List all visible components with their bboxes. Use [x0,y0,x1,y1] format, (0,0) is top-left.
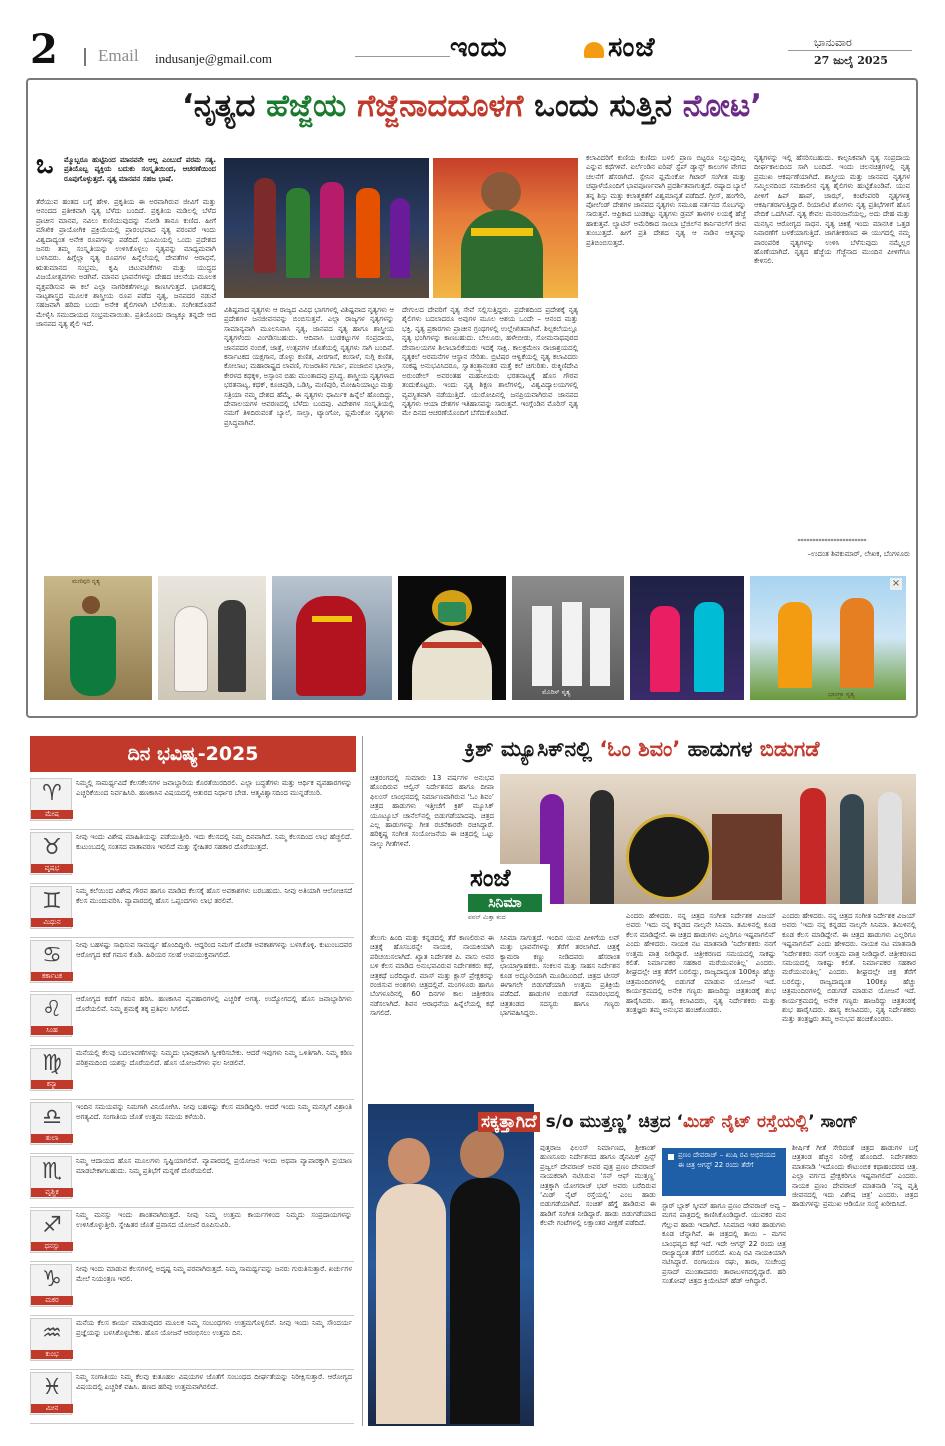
horoscope-row [30,1262,354,1316]
zodiac-sign-icon: ♌ [42,997,62,1022]
zodiac-badge [30,1264,72,1307]
zodiac-sign-name: ಸಿಂಹ [31,1026,73,1035]
photo-couple-promo [368,1104,534,1426]
zodiac-badge [30,940,72,983]
om-shivam-column-2: ಸಿನಿಮಾ ಸಾಗುತ್ತದೆ. ಇಂದಿನ ಯುವ ಪೀಳಿಗೆಯ ಲವ್ ಮತ್ತು ಭಾವನೆಗಳನ್ನು ತೆರೆಗೆ ತರಲಾಗಿದೆ. ಚಿತ್ರಕ್ಕೆ ಕ್ಯಾಮರಾ ಕಣ್ಣು ನೀಡಿದವರು ಹೆಸರಾಂತ ಛಾಯಾಗ್ರಾಹಕರು. ಸಂಕಲನ ಮತ್ತು ಸಾಹಸ ನಿರ್ದೇಶನ ಕೂಡ ಅದ್ಧೂರಿಯಾಗಿ ಮೂಡಿಬಂದಿದೆ. ಚಿತ್ರದ ಟೀಸರ್ ಈಗಾಗಲೇ ಬಿಡುಗಡೆಯಾಗಿ ಉತ್ತಮ ಪ್ರತಿಕ್ರಿಯೆ ಪಡೆದಿದೆ. ಹಾಡುಗಳ ಬಿಡುಗಡೆ ಸಮಾರಂಭದಲ್ಲಿ ಚಿತ್ರತಂಡದ ಸದಸ್ಯರು ಹಾಗೂ ಗಣ್ಯರು ಭಾಗವಹಿಸಿದ್ದರು. [500,934,620,1018]
zodiac-sign-name: ಕನ್ಯಾ [31,1080,73,1089]
zodiac-sign-name: ಧನಸ್ಸು [31,1242,73,1251]
zodiac-sign-icon: ♍ [42,1051,62,1076]
feature-column-2: ವಿಶಿಷ್ಟವಾದ ನೃತ್ಯಗಳು ಆ ರಾಜ್ಯದ ವಿವಿಧ ಭಾಗಗಳಲ್ಲಿ ವಿಶಿಷ್ಟವಾದ ನೃತ್ಯಗಳು ಆ ಪ್ರದೇಶಗಳ ಜನಜೀವನವನ್ನು ಬಿಂಬಿಸುತ್ತವೆ. ಎಲ್ಲಾ ರಾಜ್ಯಗಳ ನೃತ್ಯಗಳನ್ನು ಸಾಮಾನ್ಯವಾಗಿ ಮೂಲನಿವಾಸಿ ನೃತ್ಯ, ಜಾನಪದ ನೃತ್ಯ ಹಾಗೂ ಶಾಸ್ತ್ರೀಯ ನೃತ್ಯಗಳೆಂದು ವಿಂಗಡಿಸಬಹುದು. ಆದಿವಾಸಿ ಬುಡಕಟ್ಟುಗಳ ಸಂಪ್ರದಾಯ, ಜಾನಪದರ ನಂಬಿಕೆ, ಜಾತ್ರೆ, ಉತ್ಸವಗಳ ಜೊತೆಯಲ್ಲಿ ನೃತ್ಯಗಳು ಸಾಗಿ ಬಂದಿವೆ. ಕರ್ನಾಟಕದ ಯಕ್ಷಗಾನ, ಡೊಳ್ಳು ಕುಣಿತ, ವೀರಗಾಸೆ, ಕಂಸಾಳೆ, ಸುಗ್ಗಿ ಕುಣಿತ, ಕೋಲಾಟ; ಮಹಾರಾಷ್ಟ್ರದ ಲಾವಣಿ, ಗುಜರಾತಿನ ಗರ್ಬಾ, ಪಂಜಾಬಿನ ಭಾಂಗ್ರಾ, ಕೇರಳದ ಕಥಕ್ಕಳಿ, ಅಸ್ಸಾಂನ ಬಿಹು ಮುಂತಾದವು ಪ್ರಸಿದ್ಧ. ಶಾಸ್ತ್ರೀಯ ನೃತ್ಯಗಳಾದ ಭರತನಾಟ್ಯ, ಕಥಕ್, ಕೂಚಿಪುಡಿ, ಒಡಿಸ್ಸಿ, ಮಣಿಪುರಿ, ಮೋಹಿನಿಯಾಟ್ಟಂ ಮತ್ತು ಸತ್ರಿಯಾ ನಮ್ಮ ದೇಶದ ಹೆಮ್ಮೆ. ಈ ನೃತ್ಯಗಳು ಧಾರ್ಮಿಕ ಹಿನ್ನೆಲೆ ಹೊಂದಿದ್ದು, ದೇವಾಲಯಗಳ ಆವರಣದಲ್ಲಿ ಬೆಳೆದು ಬಂದವು. ವಿದೇಶಗಳ ಸಂಸ್ಕೃತಿಯಲ್ಲಿ ನಮಗೆ ತಿಳಿದಿರುವಂತೆ ಬ್ಯಾಲೆ, ಸಾಲ್ಸಾ, ಟ್ಯಾಂಗೋ, ಫ್ಲಮೆಂಕೋ ನೃತ್ಯಗಳು ಪ್ರಸಿದ್ಧವಾಗಿವೆ. [224,306,394,427]
infobox-bullet-icon [668,1154,674,1160]
om-shivam-article [366,734,918,1100]
zodiac-sign-icon: ♉ [42,835,62,860]
om-shivam-column-1: ಚಿತ್ರರಂಗದಲ್ಲಿ ಸುಮಾರು 13 ವರ್ಷಗಳ ಅನುಭವ ಹೊಂದಿರುವ ಆಲ್ವಿನ್ ನಿರ್ದೇಶನದ ಹಾಗೂ ದೀಪಾ ಫಿಲಂಸ್ ಲಾಂಛನದಲ್ಲಿ ನಿರ್ಮಾಣವಾಗಿರುವ ‘ಓಂ ಶಿವಂ’ ಚಿತ್ರದ ಹಾಡುಗಳು ಇತ್ತೀಚೆಗೆ ಕ್ರಿಶ್ ಮ್ಯೂಸಿಕ್ ಯೂಟ್ಯೂಬ್ ಚಾನೆಲ್‌ನಲ್ಲಿ ಬಿಡುಗಡೆಯಾದವು. ಚಿತ್ರದ ಎಲ್ಲ ಹಾಡುಗಳನ್ನು ಗೀತ ರಚನೆಕಾರರೇ ರಚಿಸಿದ್ದಾರೆ. ಹರಿಕೃಷ್ಣ ಸಂಗೀತ ಸಂಯೋಜನೆಯ ಈ ಚಿತ್ರದಲ್ಲಿ ಒಟ್ಟು ನಾಲ್ಕು ಗೀತೆಗಳಿವೆ. [370,774,494,848]
zodiac-sign-name: ತುಲಾ [31,1134,73,1143]
zodiac-badge [30,1210,72,1253]
zodiac-badge [30,832,72,875]
feature-column-4: ಕಲಾವಿದರಿಗೆ ಕುಣಿಯ ಕುಣಿದು ಬಳಲಿ ಪ್ರಾಣ ಬಿಟ್ಟರೂ ನಿಲ್ಲುವುದಿಲ್ಲ ಎನ್ನುವ ಕಥೆಗಳಿವೆ. ಐರ್ಲೆಂಡಿನ ಐರಿಷ್ ಸ್ಟೆಪ್ ಡ್ಯಾನ್ಸ್ ಕಾಲುಗಳ ವೇಗದ ಚಲನೆಗೆ ಹೆಸರಾಗಿದೆ. ಸ್ಪೇನಿನ ಫ್ಲಮೆಂಕೋ ಗಿಟಾರ್ ಸಂಗೀತ ಮತ್ತು ಚಪ್ಪಾಳೆಯೊಂದಿಗೆ ಭಾವಪೂರ್ಣವಾಗಿ ಪ್ರದರ್ಶಿತವಾಗುತ್ತದೆ. ರಷ್ಯಾದ ಬ್ಯಾಲೆ ತನ್ನ ಶಿಸ್ತು ಮತ್ತು ಕಲಾತ್ಮಕತೆಗೆ ವಿಶ್ವಮಾನ್ಯತೆ ಪಡೆದಿದೆ. ಗ್ರೀಸ್, ಹಂಗೇರಿ, ಪೋಲೆಂಡ್ ದೇಶಗಳ ಜಾನಪದ ನೃತ್ಯಗಳು ಸಮೂಹ ನರ್ತನದ ಸೊಬಗನ್ನು ಸಾರುತ್ತವೆ. ಆಫ್ರಿಕಾದ ಬುಡಕಟ್ಟು ನೃತ್ಯಗಳು ಡ್ರಮ್ ತಾಳಗಳ ಲಯಕ್ಕೆ ಹೆಜ್ಜೆ ಹಾಕುತ್ತವೆ. ಲ್ಯಾಟಿನ್ ಅಮೆರಿಕಾದ ಸಾಂಬಾ ಬ್ರೆಜಿಲ್‌ನ ಕಾರ್ನಿವಲ್‌ಗೆ ಜೀವ ತುಂಬುತ್ತದೆ. ಹೀಗೆ ಪ್ರತಿ ದೇಶದ ನೃತ್ಯ ಆ ನಾಡಿನ ಆತ್ಮವನ್ನು ಪ್ರತಿಬಿಂಬಿಸುತ್ತದೆ. [586,154,746,247]
zodiac-prediction: ನಿಮ್ಮ ಆದಾಯದ ಹೊಸ ಮೂಲಗಳು ಸೃಷ್ಟಿಯಾಗಲಿವೆ. ವ್ಯಾಪಾರದಲ್ಲಿ ಪ್ರಯೋಜನ ಇಂದು ಅಥವಾ ವ್ಯಾಪಾರಕ್ಕಾಗಿ ಪ್ರಯಾಣ ಮಾಡಬೇಕಾಗಬಹುದು. ನಿಮ್ಮ ಪ್ರತಿಭೆಗೆ ಮನ್ನಣೆ ದೊರೆಯಲಿದೆ. [76,1157,352,1175]
horoscope-row [30,1208,354,1262]
zodiac-sign-name: ಕುಂಭ [31,1350,73,1359]
zodiac-sign-icon: ♊ [42,889,62,914]
photo-audio-launch-group [500,774,916,904]
masthead [0,0,945,78]
feature-headline: ‘ನೃತ್ಯದ ಹೆಜ್ಜೆಯ ಗೆಜ್ಜೆನಾದದೊಳಗೆ ಒಂದು ಸುತ್ತಿನ ನೋಟ’ [181,88,762,124]
feature-byline: –ಉದಂತ ಶಿವಕುಮಾರ್, ಲೇಖಕ, ಬೆಂಗಳೂರು [807,550,910,558]
sanje-logo-caption: ಪವನ್ ಮಿತ್ತಾ ಕಂದ [468,914,506,921]
feature-column-5: ನೃತ್ಯಗಳನ್ನು ಇಲ್ಲಿ ಹೆಸರಿಸಬಹುದು. ಕಾಲ್ಪನಿಕವಾಗಿ ನೃತ್ಯ ಸಂಪ್ರದಾಯ ದೀರ್ಘಕಾಲದಿಂದ ಸಾಗಿ ಬಂದಿದೆ. ಇಂದು ಚಲನಚಿತ್ರಗಳಲ್ಲಿ ನೃತ್ಯ ಪ್ರಮುಖ ಆಕರ್ಷಣೆಯಾಗಿದೆ. ಶಾಸ್ತ್ರೀಯ ಮತ್ತು ಜಾನಪದ ನೃತ್ಯಗಳ ಸಮ್ಮಿಲನದಿಂದ ಸಮಕಾಲೀನ ನೃತ್ಯ ಶೈಲಿಗಳು ಹುಟ್ಟಿಕೊಂಡಿವೆ. ಯುವ ಪೀಳಿಗೆ ಹಿಪ್ ಹಾಪ್, ಜಾಝ್, ಕಂಟೆಂಪರರಿ ನೃತ್ಯಗಳತ್ತ ಆಕರ್ಷಿತರಾಗುತ್ತಿದ್ದಾರೆ. ರಿಯಾಲಿಟಿ ಶೋಗಳು ನೃತ್ಯ ಪ್ರತಿಭೆಗಳಿಗೆ ಹೊಸ ವೇದಿಕೆ ಒದಗಿಸಿವೆ. ನೃತ್ಯ ಕೇವಲ ಮನರಂಜನೆಯಲ್ಲ, ಅದು ದೇಹ ಮತ್ತು ಮನಸ್ಸಿನ ಆರೋಗ್ಯದ ಸಾಧನ. ನೃತ್ಯ ಚಿಕಿತ್ಸೆ ಇಂದು ಮಾನಸಿಕ ಒತ್ತಡ ನಿವಾರಣೆಗೆ ಬಳಕೆಯಾಗುತ್ತಿದೆ. ಜಾಗತೀಕರಣದ ಈ ಯುಗದಲ್ಲಿ ನಮ್ಮ ಪಾರಂಪರಿಕ ನೃತ್ಯಗಳನ್ನು ಉಳಿಸಿ ಬೆಳೆಸುವುದು ನಮ್ಮೆಲ್ಲರ ಹೊಣೆಯಾಗಿದೆ. ನೃತ್ಯದ ಹೆಜ್ಜೆಯ ಗೆಜ್ಜೆನಾದ ಮುಂದಿನ ಪೀಳಿಗೆಗೂ ಕೇಳಿಸಲಿ. [754,154,910,266]
horoscope-row [30,992,354,1046]
mid-night-column-1: ಪುತ್ತರಾಜ ಫಿಲಂಸ್ ನಿರ್ಮಾಣದ, ಶ್ರೀಕಾಂತ್ ಹುಣಸೂರು ನಿರ್ದೇಶನದ ಹಾಗೂ ಡೈನಮಿಕ್ ಪ್ರಿನ್ಸ್ ಪ್ರಜ್ವಲ್ ದೇವರಾಜ್ ಅವರ ಪುತ್ರ ಪ್ರಣಂ ದೇವರಾಜ್ ನಾಯಕರಾಗಿ ನಟಿಸಿರುವ ‘ಸನ್ ಆಫ್ ಮುತ್ತಣ್ಣ’ ಚಿತ್ರಕ್ಕಾಗಿ ಯೋಗರಾಜ್ ಭಟ್ ಅವರು ಬರೆದಿರುವ ‘ಮಿಡ್ ನೈಟ್ ರಸ್ತೆಯಲ್ಲಿ’ ಎಂಬ ಹಾಡು ಬಿಡುಗಡೆಯಾಗಿದೆ. ಸಂಚಿತ್ ಹೆಗ್ಡೆ ಹಾಡಿರುವ ಈ ಹಾಡಿಗೆ ಸಂಗೀತ ನೀಡಿದ್ದಾರೆ. ಹಾಡು ಬಿಡುಗಡೆಯಾದ ಕೆಲವೇ ಗಂಟೆಗಳಲ್ಲಿ ಲಕ್ಷಾಂತರ ವೀಕ್ಷಣೆ ಪಡೆದಿದೆ. [540,1144,656,1228]
email-icon [84,48,86,66]
photo-morris-dance [512,576,624,700]
photo-garba-dancer [433,158,578,298]
horoscope-row [30,1154,354,1208]
zodiac-sign-name: ವೃಷಭ [31,864,73,873]
caption-bhangra: ಭಾಂಗ್ರಾ ನೃತ್ಯ [828,690,855,698]
horoscope-row [30,776,354,830]
horoscope-row [30,1100,354,1154]
zodiac-prediction: ನಿಮ್ಮಲ್ಲಿ ಸಾಮರ್ಥ್ಯವಿದೆ ಕೆಲಸಕೆಲಸಗಳ ಜವಾಬ್ದಾರಿಯ ಕೊರತೆಯಿರದಿರಲಿ. ಎಲ್ಲಾ ಬದ್ಧತೆಗಳು ಮತ್ತು ಆರ್ಥಿಕ ವ್ಯವಹಾರಗಳನ್ನು ಎಚ್ಚರಿಕೆಯಿಂದ ನಿರ್ವಹಿಸಿರಿ. ಹಣಕಾಸಿನ ವಿಷಯದಲ್ಲಿ ಆತುರದ ನಿರ್ಧಾರ ಬೇಡ. ಆತ್ಮವಿಶ್ವಾಸದಿಂದ ಮುನ್ನಡೆಯಿರಿ. [76,779,352,797]
date-rule [788,50,912,51]
zodiac-sign-icon: ♈ [42,781,62,806]
zodiac-prediction: ನಿಮ್ಮ ಮನಸ್ಸು ಇಂದು ಶಾಂತವಾಗಿರುತ್ತದೆ. ನೀವು ನಿಮ್ಮ ಉತ್ತಮ ಕಾರ್ಯಗಳಿಂದ ನಿಮ್ಮದು ಸಂಪ್ರದಾಯಗಳನ್ನು ಉಳಿಸಿಕೊಳ್ಳುತ್ತೀರಿ. ಸ್ನೇಹಿತರ ಜೊತೆ ಪ್ರವಾಸದ ಯೋಜನೆ ರೂಪಿಸುವಿರಿ. [76,1211,352,1229]
zodiac-sign-name: ಮಕರ [31,1296,73,1305]
zodiac-badge [30,1048,72,1091]
sanje-logo-top: ಸಂಜೆ [470,864,511,892]
horoscope-row [30,884,354,938]
feature-article [26,78,918,718]
horoscope-row [30,1046,354,1100]
zodiac-badge [30,994,72,1037]
om-shivam-column-1b: ತೆಲುಗು ಹಿಂದಿ ಮತ್ತು ಕನ್ನಡದಲ್ಲಿ ತೆರೆ ಕಾಣಲಿರುವ ಈ ಚಿತ್ರಕ್ಕೆ ಹೊಸಬರನ್ನೇ ನಾಯಕ, ನಾಯಕಿಯಾಗಿ ಪರಿಚಯಿಸಲಾಗಿದೆ. ಖ್ಯಾತ ನಿರ್ದೇಶಕ ಪಿ. ವಾಸು ಅವರ ಬಳಿ ಕೆಲಸ ಮಾಡಿದ ಅನುಭವವಿರುವ ನಿರ್ದೇಶಕರು ಕಥೆ, ಚಿತ್ರಕಥೆ ಬರೆದಿದ್ದಾರೆ. ಮಾಸ್ ಮತ್ತು ಕ್ಲಾಸ್ ಪ್ರೇಕ್ಷಕರನ್ನು ರಂಜಿಸುವ ಅಂಶಗಳು ಚಿತ್ರದಲ್ಲಿವೆ. ಮಂಗಳೂರು ಹಾಗೂ ಬೆಂಗಳೂರಿನಲ್ಲಿ 60 ದಿನಗಳ ಕಾಲ ಚಿತ್ರೀಕರಣ ನಡೆಸಲಾಗಿದೆ. ಶಿವನ ಆರಾಧನೆಯ ಹಿನ್ನೆಲೆಯಲ್ಲಿ ಕಥೆ ಸಾಗಲಿದೆ. [370,934,494,1018]
newspaper-logo [450,32,785,68]
photo-kathakali [398,576,506,700]
zodiac-sign-name: ವೃಶ್ಚಿಕ [31,1188,73,1197]
sanje-logo-bottom: ಸಿನಿಮಾ [468,894,542,912]
feature-column-1: ತೆರೆಯುವ ಹಂತದ ಬಗ್ಗೆ ಹೇಳಿ. ಪ್ರಕೃತಿಯ ಈ ಅರವಾಗಿರುವ ಜೀವಿಗೆ ಮತ್ತು ಆನಂದದ ಪ್ರತೀಕವಾಗಿ ನೃತ್ಯ ಬೆಳೆದು ಬಂದಿದೆ. ಪ್ರಕೃತಿಯ ಮಡಿಲಲ್ಲಿ ಬೆಳೆದ ಪ್ರಾಚೀನ ಮಾನವ, ನವಿಲು ಕುಣಿಯುವುದನ್ನು ನೋಡಿ ತಾನೂ ಕುಣಿದ. ಹೀಗೆ ಮೌಖಿಕ ಪ್ರಾಯೋಗಿಕ ಪ್ರಕ್ರಿಯೆಯಲ್ಲಿ ಪ್ರಾರಂಭವಾದ ನೃತ್ಯ ಪರಂಪರೆ ಇಂದು ವಿಶ್ವದಾದ್ಯಂತ ಅನೇಕ ರೂಪಗಳನ್ನು ಪಡೆದಿದೆ. ಭೂಮಿಯಲ್ಲಿ ಒಂದು ಪ್ರದೇಶದ ಜನರು ತಮ್ಮ ಸಂಸ್ಕೃತಿಯನ್ನು ಉಳಿಸಿಕೊಳ್ಳಲು ನೃತ್ಯವನ್ನು ಮಾಧ್ಯಮವಾಗಿ ಬಳಸಿದರು. ಹಿಗ್ಗೆಲ್ಲಾ ನೃತ್ಯ ರೂಪಗಳ ಹಿನ್ನೆಲೆಯಲ್ಲಿ ದೇವತೆಗಳ ಆರಾಧನೆ, ಋತುಮಾನದ ಸಂಭ್ರಮ, ಕೃಷಿ ಚಟುವಟಿಕೆಗಳು ಮತ್ತು ಯುದ್ಧದ ವಿಜಯೋತ್ಸವಗಳು ಅಡಗಿವೆ. ಮಾನವ ಭಾವನೆಗಳನ್ನು ದೇಹದ ಚಲನೆಯ ಮೂಲಕ ವ್ಯಕ್ತಪಡಿಸುವ ಈ ಕಲೆ ಎಲ್ಲಾ ನಾಗರಿಕತೆಗಳಲ್ಲೂ ಕಾಣಸಿಗುತ್ತದೆ. ಭಾರತದಲ್ಲಿ ನಾಟ್ಯಶಾಸ್ತ್ರದ ಮೂಲಕ ಶಾಸ್ತ್ರೀಯ ರೂಪ ಪಡೆದ ನೃತ್ಯ, ಜನಪದರ ನಡುವೆ ಸಹಜವಾಗಿ ಹರಿದು ಬಂದು ಅನೇಕ ಶೈಲಿಗಳಾಗಿ ಬೆಳೆಯಿತು. ಸಂಗೀತದೊಡನೆ ಮೇಳೈಸಿ ಸಮುದಾಯದ ಸಂಭ್ರಮವಾಯಿತು. ಪ್ರತಿಯೊಂದು ರಾಜ್ಯಕ್ಕೂ ತನ್ನದೇ ಆದ ಜಾನಪದ ನೃತ್ಯ ಶೈಲಿ ಇದೆ. [36,198,216,329]
zodiac-sign-icon: ♑ [42,1267,62,1292]
logo-sun-icon [584,42,604,58]
column-divider [362,736,363,1426]
photo-ghoomar [272,576,392,700]
zodiac-sign-name: ಮೇಷ [31,810,73,819]
page-number: 2 [30,26,58,73]
zodiac-badge [30,1102,72,1145]
horoscope-row [30,1370,354,1424]
email-address[interactable]: indusanje@gmail.com [155,51,273,66]
infobox-text: ಪ್ರಣಂ ದೇವರಾಜ್ – ಖುಷಿ ರವಿ ಅಭಿನಯದ ಈ ಚಿತ್ರ ಆಗಸ್ಟ್ 22 ರಂದು ತೆರೆಗೆ [678,1151,776,1169]
zodiac-badge [30,886,72,929]
mid-night-infobox [662,1148,786,1196]
logo-text-left: ಇಂದು [450,32,508,63]
horoscope-row [30,938,354,992]
photo-ballet-couple [158,576,266,700]
mid-night-headline: ಸಕ್ಕತ್ತಾಗಿದೆ s/o ಮುತ್ತಣ್ಣ’ ಚಿತ್ರದ ‘ಮಿಡ್ ನೈಟ್ ರಸ್ತೆಯಲ್ಲಿ’ ಸಾಂಗ್ [478,1108,918,1138]
mid-night-article [368,1104,918,1426]
feature-dropcap: ಒ [36,150,54,180]
zodiac-sign-icon: ♐ [42,1213,62,1238]
zodiac-badge [30,1156,72,1199]
zodiac-sign-name: ಕರ್ಕಾಟಕ [31,972,73,981]
zodiac-prediction: ಮನೆಯ ಕೆಲಸ ಕಾರ್ಯ ಮಾಡುವುದರ ಮೂಲಕ ನಿಮ್ಮ ಸಂಬಂಧಗಳು ಉತ್ತಮಗೊಳ್ಳಲಿವೆ. ನೀವು ಇಂದು ನಿಮ್ಮ ಸೌಂದರ್ಯ ಪ್ರಜ್ಞೆಯನ್ನು ಬಳಸಿಕೊಳ್ಳಬೇಕು. ಹೊಸ ಯೋಜನೆ ಆರಂಭಿಸಲು ಉತ್ತಮ ದಿನ. [76,1319,352,1337]
zodiac-sign-icon: ♓ [42,1375,62,1400]
feature-column-3: ದೇಗುಲದ ದೇವರಿಗೆ ನೃತ್ಯ ಸೇವೆ ಸಲ್ಲಿಸುತ್ತಿದ್ದರು. ಪ್ರದೇಶದಿಂದ ಪ್ರದೇಶಕ್ಕೆ ನೃತ್ಯ ಶೈಲಿಗಳು ಬದಲಾದರೂ ಅವುಗಳ ಮೂಲ ಆಶಯ ಒಂದೇ – ಆನಂದ ಮತ್ತು ಭಕ್ತಿ. ನೃತ್ಯ ಪ್ರಕಾರಗಳು ಪ್ರಾಚೀನ ಗ್ರಂಥಗಳಲ್ಲಿ ಉಲ್ಲೇಖಿತವಾಗಿವೆ. ಶಿಲ್ಪಕಲೆಯಲ್ಲೂ ನೃತ್ಯ ಭಂಗಿಗಳನ್ನು ಕಾಣಬಹುದು. ಬೇಲೂರು, ಹಳೇಬೀಡು, ಸೋಮನಾಥಪುರದ ದೇವಾಲಯಗಳ ಶಿಲಾಬಾಲಿಕೆಯರು ಇದಕ್ಕೆ ಸಾಕ್ಷಿ. ಕಾಲಕ್ರಮೇಣ ರಾಜಾಶ್ರಯದಲ್ಲಿ ನೃತ್ಯಕಲೆ ಅರಮನೆಗಳ ಆಸ್ಥಾನ ಸೇರಿತು. ಬ್ರಿಟಿಷರ ಆಳ್ವಿಕೆಯಲ್ಲಿ ನೃತ್ಯ ಕಲಾವಿದರು ಸಂಕಷ್ಟ ಅನುಭವಿಸಿದರೂ, ಸ್ವಾತಂತ್ರ್ಯಾನಂತರ ಮತ್ತೆ ಕಲೆ ಚಿಗುರಿತು. ರುಕ್ಮಿಣಿದೇವಿ ಅರುಂಡೇಲ್ ಅವರಂತಹ ಮಹನೀಯರು ಭರತನಾಟ್ಯಕ್ಕೆ ಹೊಸ ಗೌರವ ತಂದುಕೊಟ್ಟರು. ಇಂದು ನೃತ್ಯ ಶಿಕ್ಷಣ ಶಾಲೆಗಳಲ್ಲಿ, ವಿಶ್ವವಿದ್ಯಾಲಯಗಳಲ್ಲಿ ವ್ಯವಸ್ಥಿತವಾಗಿ ನಡೆಯುತ್ತಿದೆ. ಯುರೋಪಿನಲ್ಲಿ ಜನಪ್ರಿಯವಾಗಿರುವ ಜಾನಪದ ನೃತ್ಯಗಳು ಆಯಾ ದೇಶಗಳ ಇತಿಹಾಸವನ್ನು ಸಾರುತ್ತವೆ. ಇಂಗ್ಲೆಂಡಿನ ಮೊರಿಸ್ ನೃತ್ಯ ಮೇ ದಿನದ ಆಚರಣೆಯೊಂದಿಗೆ ಬೆಸೆದುಕೊಂಡಿದೆ. [402,306,578,418]
logo-text-right: ಸಂಜೆ [608,32,656,63]
feature-lead: ಮ್ಮೊಬ್ಬರೂ ಹುಟ್ಟಿನಿಂದ ಮಾನವನೇ ಆಲ್ಲ ಎಂಬುದೆ ಪರಮ ಸತ್ಯ. ಪ್ರತಿಯೊಬ್ಬ ವ್ಯಕ್ತಿಯ ಬದುಕು ಸಂಸ್ಕೃತಿಯಿಂದ, ಆಚರಣೆಯಿಂದ ರೂಪುಗೊಳ್ಳುತ್ತದೆ. ನೃತ್ಯ ಮಾನವನ ಸಹಜ ಭಾಷೆ. [64,156,216,183]
zodiac-sign-icon: ♋ [42,943,62,968]
zodiac-sign-icon: ♏ [42,1159,62,1184]
horoscope-title: ದಿನ ಭವಿಷ್ಯ-2025 [30,736,356,772]
zodiac-prediction: ಇಂದಿನ ಸಮಯವನ್ನು ನಿಮಗಾಗಿ ವಿನಿಯೋಗಿಸಿ. ನೀವು ಬಹಳಷ್ಟು ಕೆಲಸ ಮಾಡಿದ್ದೀರಿ. ಆದರೆ ಇಂದು ನಿಮ್ಮ ಮನಸ್ಸಿಗೆ ವಿಶ್ರಾಂತಿ ಅಗತ್ಯವಿದೆ. ಸಂಗಾತಿಯ ಜೊತೆ ಉತ್ತಮ ಸಮಯ ಕಳೆಯಿರಿ. [76,1103,352,1121]
zodiac-badge [30,1318,72,1361]
horoscope-row [30,1316,354,1370]
zodiac-badge [30,1372,72,1415]
zodiac-badge [30,778,72,821]
photo-salsa-dancers [630,576,744,700]
zodiac-prediction: ನೀವು ಬಹಳಷ್ಟು ಸಾಧಿಸುವ ಸಾಮರ್ಥ್ಯ ಹೊಂದಿದ್ದೀರಿ. ಆದ್ದರಿಂದ ನಿಮಗೆ ದೊರೆತ ಅವಕಾಶಗಳನ್ನು ಬಳಸಿಕೊಳ್ಳಿ. ಕುಟುಂಬದವರ ಆರೋಗ್ಯದ ಕಡೆ ಗಮನ ಕೊಡಿ. ಹಿರಿಯರ ಸಲಹೆ ಉಪಯುಕ್ತವಾಗಲಿದೆ. [76,941,352,959]
zodiac-sign-name: ಮೀನ [31,1404,73,1413]
masthead-rule [355,56,450,57]
caption-manipuri: ಮಣಿಪುರಿ ನೃತ್ಯ [72,578,100,585]
zodiac-prediction: ನೀವು ಇಂದು ವಿಶೇಷ ಮಾಹಿತಿಯನ್ನು ಪಡೆಯುತ್ತೀರಿ. ಇದು ಕೆಲಸದಲ್ಲಿ ನಿಮ್ಮ ದಿನವಾಗಿದೆ. ನಿಮ್ಮ ಕೆಲಸದಿಂದ ಲಾಭ ಹೆಚ್ಚಲಿದೆ. ಕುಟುಂಬದಲ್ಲಿ ಸಂತಸದ ವಾತಾವರಣ ಇರಲಿದೆ ಮತ್ತು ಸ್ನೇಹಿತರ ಸಹಕಾರ ದೊರೆಯುತ್ತದೆ. [76,833,352,851]
zodiac-prediction: ನಿಮ್ಮ ಸಂಗಾತಿಯು ನಿಮ್ಮ ಕೆಲವು ಕುತೂಹಲ ವಿಷಯಗಳ ಜೊತೆಗೆ ಸಂಬಂಧದ ದೀರ್ಘತೆಯನ್ನು ನಿರೀಕ್ಷಿಸುತ್ತಾರೆ. ಆರೋಗ್ಯದ ವಿಷಯದಲ್ಲಿ ಎಚ್ಚರಿಕೆ ವಹಿಸಿ. ಹಣದ ಹರಿವು ಉತ್ತಮವಾಗಿರಲಿದೆ. [76,1373,352,1391]
mid-night-column-3: ಶೀರ್ಷಿಕೆ ಗೀತೆ ಸೇರಿದಂತೆ ಚಿತ್ರದ ಹಾಡುಗಳ ಬಗ್ಗೆ ಚಿತ್ರತಂಡ ಹೆಚ್ಚಿನ ನಿರೀಕ್ಷೆ ಹೊಂದಿದೆ. ನಿರ್ದೇಶಕರು ಮಾತನಾಡಿ ‘ಇದೊಂದು ಕೌಟುಂಬಿಕ ಕಥಾಹಂದರದ ಚಿತ್ರ. ಎಲ್ಲಾ ವರ್ಗದ ಪ್ರೇಕ್ಷಕರಿಗೂ ಇಷ್ಟವಾಗಲಿದೆ’ ಎಂದರು. ನಾಯಕ ಪ್ರಣಂ ದೇವರಾಜ್ ಮಾತನಾಡಿ ‘ನನ್ನ ವೃತ್ತಿ ಜೀವನದಲ್ಲಿ ಇದು ವಿಶೇಷ ಚಿತ್ರ’ ಎಂದರು. ಚಿತ್ರದ ಹಾಡುಗಳನ್ನು ಪ್ರಮುಖ ಆಡಿಯೋ ಸಂಸ್ಥೆ ಖರೀದಿಸಿದೆ. [792,1144,918,1209]
zodiac-sign-icon: ♒ [42,1321,62,1346]
date-box [788,36,912,70]
zodiac-sign-icon: ♎ [42,1105,62,1130]
photo-manipuri [44,576,152,700]
feature-stars: *********************** [797,538,867,545]
zodiac-prediction: ನೀವು ಇಂದು ಮಾಡುವ ಕೆಲಸಗಳಲ್ಲಿ ಅದೃಷ್ಟ ನಿಮ್ಮ ಪರವಾಗಿರುತ್ತದೆ. ನಿಮ್ಮ ಸಾಮರ್ಥ್ಯವನ್ನು ಜನರು ಗುರುತಿಸುತ್ತಾರೆ. ಖರ್ಚುಗಳ ಮೇಲೆ ನಿಯಂತ್ರಣ ಇರಲಿ. [76,1265,352,1283]
date-text: 27 ಜುಲೈ 2025 [814,54,888,67]
om-shivam-headline: ಕ್ರಿಶ್ ಮ್ಯೂಸಿಕ್‌ನಲ್ಲಿ ‘ಓಂ ಶಿವಂ’ ಹಾಡುಗಳ ಬಿಡುಗಡೆ [464,737,820,761]
zodiac-prediction: ಮನೆಯಲ್ಲಿ ಕೆಲವು ಬದಲಾವಣೆಗಳನ್ನು ನಿಮ್ಮದು ಭಾವುಕವಾಗಿ ಸ್ವೀಕರಿಸಬೇಕು. ಆದರೆ ಇವುಗಳು ನಿಮ್ಮ ಒಳಿತಿಗಾಗಿ. ನಿಮ್ಮ ಕಠಿಣ ಪರಿಶ್ರಮದಿಂದ ಯಶಸ್ಸು ದೊರೆಯಲಿದೆ. ಹೊಸ ಯೋಜನೆಗಳು ಫಲ ನೀಡಲಿವೆ. [76,1049,352,1067]
email-label: Email [98,46,139,65]
weekday: ಭಾನುವಾರ [814,36,852,49]
caption-morris: ಮೊರಿಸ್ ನೃತ್ಯ [542,688,571,696]
mid-night-column-2: ಸ್ಟಾರ್ ಬ್ಲಾಕ್ ಸ್ಕೀಮ್ ಹಾಗೂ ಪ್ರಣಂ ದೇವರಾಜ್ ಅವ್ವ – ಮಗನ ಪಾತ್ರದಲ್ಲಿ ಕಾಣಿಸಿಕೊಂಡಿದ್ದಾರೆ. ಯುವಕರ ಮನ ಗೆಲ್ಲುವ ಹಾಡು ಇದಾಗಿದೆ. ಸಿನಿಮಾದ ಇತರ ಹಾಡುಗಳು ಕೂಡ ಚೆನ್ನಾಗಿವೆ. ಈ ಚಿತ್ರದಲ್ಲಿ ತಾಯಿ – ಮಗನ ಬಾಂಧವ್ಯದ ಕಥೆ ಇದೆ. ಇದೇ ಆಗಸ್ಟ್ 22 ರಂದು ಚಿತ್ರ ರಾಜ್ಯಾದ್ಯಂತ ತೆರೆಗೆ ಬರಲಿದೆ. ಖುಷಿ ರವಿ ನಾಯಕಿಯಾಗಿ ನಟಿಸಿದ್ದಾರೆ. ರಂಗಾಯಣ ರಘು, ತಾರಾ, ಸುಚೇಂದ್ರ ಪ್ರಸಾದ್ ಮುಂತಾದವರು ತಾರಾಬಳಗದಲ್ಲಿದ್ದಾರೆ. ಹರಿ ಸಂತೋಷ್ ಚಿತ್ರದ ಕ್ರಿಯೇಟಿವ್ ಹೆಡ್ ಆಗಿದ್ದಾರೆ. [662,1202,786,1286]
om-shivam-column-4: ಎಂದರು ಹೇಳಿದರು. ನನ್ನ ಚಿತ್ರದ ಸಂಗೀತ ನಿರ್ದೇಶಕ ವಿಜಯ್ ಅವರು ‘ಇದು ನನ್ನ ಕನ್ನಡದ ನಾಲ್ಕನೇ ಸಿನಿಮಾ. ತಮಿಳಿನಲ್ಲಿ ಕೂಡ ಕೆಲಸ ಮಾಡಿದ್ದೇನೆ. ಈ ಚಿತ್ರದ ಹಾಡುಗಳು ಎಲ್ಲರಿಗೂ ಇಷ್ಟವಾಗಲಿವೆ’ ಎಂದು ಹೇಳಿದರು. ನಾಯಕ ನಟ ಮಾತನಾಡಿ ‘ನಿರ್ದೇಶಕರು ನನಗೆ ಉತ್ತಮ ಪಾತ್ರ ನೀಡಿದ್ದಾರೆ. ಚಿತ್ರೀಕರಣದ ಸಮಯದಲ್ಲಿ ಸಾಕಷ್ಟು ಕಲಿತೆ. ನಿರ್ಮಾಪಕರ ಸಹಕಾರ ಮರೆಯುವಂತಿಲ್ಲ’ ಎಂದರು. ಶೀಘ್ರದಲ್ಲೇ ಚಿತ್ರ ತೆರೆಗೆ ಬರಲಿದ್ದು, ರಾಜ್ಯದಾದ್ಯಂತ 100ಕ್ಕೂ ಹೆಚ್ಚು ಚಿತ್ರಮಂದಿರಗಳಲ್ಲಿ ಬಿಡುಗಡೆ ಮಾಡುವ ಯೋಜನೆ ಇದೆ. ಕಾರ್ಯಕ್ರಮದಲ್ಲಿ ಅನೇಕ ಗಣ್ಯರು ಹಾಜರಿದ್ದು ಚಿತ್ರತಂಡಕ್ಕೆ ಶುಭ ಹಾರೈಸಿದರು. ಹಾಸ್ಯ ಕಲಾವಿದರು, ನೃತ್ಯ ನಿರ್ದೇಶಕರು ಮತ್ತು ತಂತ್ರಜ್ಞರು ತಮ್ಮ ಅನುಭವ ಹಂಚಿಕೊಂಡರು. [782,912,916,1024]
photo-bhangra [750,576,906,700]
zodiac-sign-name: ಮಿಥುನ [31,918,73,927]
photo-close-icon[interactable]: × [891,578,901,589]
zodiac-prediction: ಆರೋಗ್ಯದ ಕಡೆಗೆ ಗಮನ ಹರಿಸಿ. ಹಣಕಾಸಿನ ವ್ಯವಹಾರಗಳಲ್ಲಿ ಎಚ್ಚರಿಕೆ ಅಗತ್ಯ. ಉದ್ಯೋಗದಲ್ಲಿ ಹೊಸ ಜವಾಬ್ದಾರಿಗಳು ದೊರೆಯಲಿವೆ. ನಿಮ್ಮ ಶ್ರಮಕ್ಕೆ ತಕ್ಕ ಪ್ರತಿಫಲ ಸಿಗಲಿದೆ. [76,995,352,1013]
photo-lavani-dancers [224,158,429,298]
horoscope-row [30,830,354,884]
sanje-cinema-logo [466,864,550,928]
om-shivam-column-3: ಎಂದರು ಹೇಳಿದರು. ನನ್ನ ಚಿತ್ರದ ಸಂಗೀತ ನಿರ್ದೇಶಕ ವಿಜಯ್ ಅವರು ‘ಇದು ನನ್ನ ಕನ್ನಡದ ನಾಲ್ಕನೇ ಸಿನಿಮಾ. ತಮಿಳಿನಲ್ಲಿ ಕೂಡ ಕೆಲಸ ಮಾಡಿದ್ದೇನೆ. ಈ ಚಿತ್ರದ ಹಾಡುಗಳು ಎಲ್ಲರಿಗೂ ಇಷ್ಟವಾಗಲಿವೆ’ ಎಂದು ಹೇಳಿದರು. ನಾಯಕ ನಟ ಮಾತನಾಡಿ ‘ನಿರ್ದೇಶಕರು ನನಗೆ ಉತ್ತಮ ಪಾತ್ರ ನೀಡಿದ್ದಾರೆ. ಚಿತ್ರೀಕರಣದ ಸಮಯದಲ್ಲಿ ಸಾಕಷ್ಟು ಕಲಿತೆ. ನಿರ್ಮಾಪಕರ ಸಹಕಾರ ಮರೆಯುವಂತಿಲ್ಲ’ ಎಂದರು. ಶೀಘ್ರದಲ್ಲೇ ಚಿತ್ರ ತೆರೆಗೆ ಬರಲಿದ್ದು, ರಾಜ್ಯದಾದ್ಯಂತ 100ಕ್ಕೂ ಹೆಚ್ಚು ಚಿತ್ರಮಂದಿರಗಳಲ್ಲಿ ಬಿಡುಗಡೆ ಮಾಡುವ ಯೋಜನೆ ಇದೆ. ಕಾರ್ಯಕ್ರಮದಲ್ಲಿ ಅನೇಕ ಗಣ್ಯರು ಹಾಜರಿದ್ದು ಚಿತ್ರತಂಡಕ್ಕೆ ಶುಭ ಹಾರೈಸಿದರು. ಹಾಸ್ಯ ಕಲಾವಿದರು, ನೃತ್ಯ ನಿರ್ದೇಶಕರು ಮತ್ತು ತಂತ್ರಜ್ಞರು ತಮ್ಮ ಅನುಭವ ಹಂಚಿಕೊಂಡರು. [626,912,776,1015]
zodiac-prediction: ನಿಮ್ಮ ಕಲೆಯಿಂದ ವಿಶೇಷ ಗೌರವ ಹಾಗೂ ಮಾಡಿದ ಕೆಲಸಕ್ಕೆ ಹೊಸ ಅವಕಾಶಗಳು ಬರಬಹುದು. ನೀವು ಅತಿಯಾಗಿ ಆಲೋಚಿಸದೆ ಕೆಲಸ ಮುಂದುವರಿಸಿ. ವ್ಯಾಪಾರದಲ್ಲಿ ಹೊಸ ಒಪ್ಪಂದಗಳು ಲಾಭ ತರಲಿವೆ. [76,887,352,905]
